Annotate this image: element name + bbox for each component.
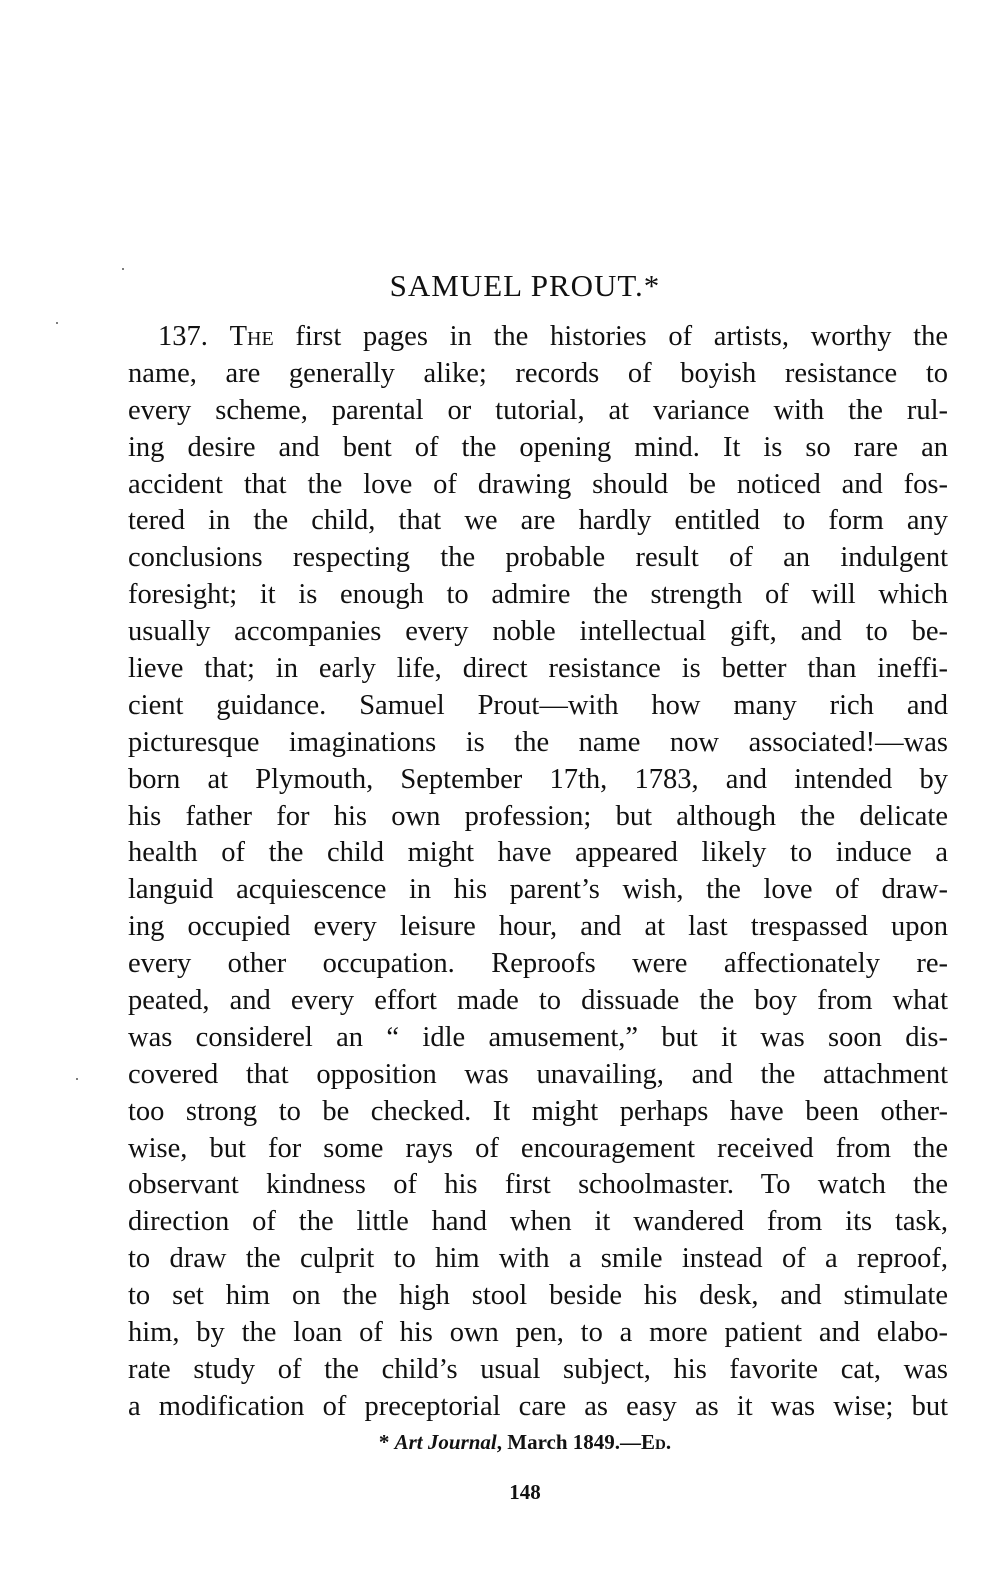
text-line: a modification of preceptorial care as easy as it was wise; but xyxy=(128,1390,948,1422)
text-line: him, by the loan of his own pen, to a more patient and elabo- xyxy=(128,1317,948,1349)
text-line: was considerel an “ idle amusement,” but it was soon dis- xyxy=(128,1021,948,1053)
text-line: his father for his own profession; but although the delicate xyxy=(128,800,948,832)
body-paragraph xyxy=(128,319,948,1426)
text-line: observant kindness of his first schoolmaster. To watch the xyxy=(128,1169,948,1201)
text-line: lieve that; in early life, direct resistance is better than ineffi- xyxy=(128,653,948,685)
page-number: 148 xyxy=(509,1480,541,1504)
text-line: ing occupied every leisure hour, and at last trespassed upon xyxy=(128,911,948,943)
text-line: cient guidance. Samuel Prout—with how many rich and xyxy=(128,689,948,721)
footnote-marker: * xyxy=(378,1430,390,1454)
paragraph-number: 137. xyxy=(158,321,208,352)
text-line: born at Plymouth, September 17th, 1783, and intended by xyxy=(128,763,948,795)
footnote-date: , March 1849.— xyxy=(496,1430,642,1454)
footnote-source: Art Journal xyxy=(394,1430,497,1454)
footnote xyxy=(0,1428,1000,1456)
text-line: health of the child might have appeared likely to induce a xyxy=(128,837,948,869)
text-line: languid acquiescence in his parent’s wish, the love of draw- xyxy=(128,874,948,906)
text-line: usually accompanies every noble intellectual gift, and to be- xyxy=(128,616,948,648)
first-line-text: first pages in the histories of artists, worthy the xyxy=(295,321,948,352)
paragraph-first-line xyxy=(128,319,948,356)
text-line: to set him on the high stool beside his desk, and stimulate xyxy=(128,1280,948,1312)
text-line: every scheme, parental or tutorial, at variance with the rul- xyxy=(128,394,948,426)
scan-speck xyxy=(56,322,58,324)
text-line: every other occupation. Reproofs were affectionately re- xyxy=(128,948,948,980)
scan-speck xyxy=(76,1078,78,1080)
text-line: ing desire and bent of the opening mind. It is so rare an xyxy=(128,431,948,463)
text-line: foresight; it is enough to admire the strength of will which xyxy=(128,579,948,611)
text-line: tered in the child, that we are hardly entitled to form any xyxy=(128,505,948,537)
text-line: name, are generally alike; records of boyish resistance to xyxy=(128,357,948,389)
text-line: too strong to be checked. It might perhaps have been other- xyxy=(128,1095,948,1127)
text-line: covered that opposition was unavailing, and the attachment xyxy=(128,1058,948,1090)
footnote-editor: Ed. xyxy=(641,1430,672,1454)
text-line: picturesque imaginations is the name now associated!—was xyxy=(128,726,948,758)
text-line: direction of the little hand when it wandered from its task, xyxy=(128,1206,948,1238)
text-line: peated, and every effort made to dissuade the boy from what xyxy=(128,985,948,1017)
text-line: wise, but for some rays of encouragement received from the xyxy=(128,1132,948,1164)
lead-word: The xyxy=(229,321,274,352)
text-line: rate study of the child’s usual subject, his favorite cat, was xyxy=(128,1353,948,1385)
text-line: accident that the love of drawing should be noticed and fos- xyxy=(128,468,948,500)
text-line: to draw the culprit to him with a smile instead of a reproof, xyxy=(128,1243,948,1275)
chapter-title: SAMUEL PROUT.* xyxy=(389,268,661,303)
text-line: conclusions respecting the probable result of an indulgent xyxy=(128,542,948,574)
